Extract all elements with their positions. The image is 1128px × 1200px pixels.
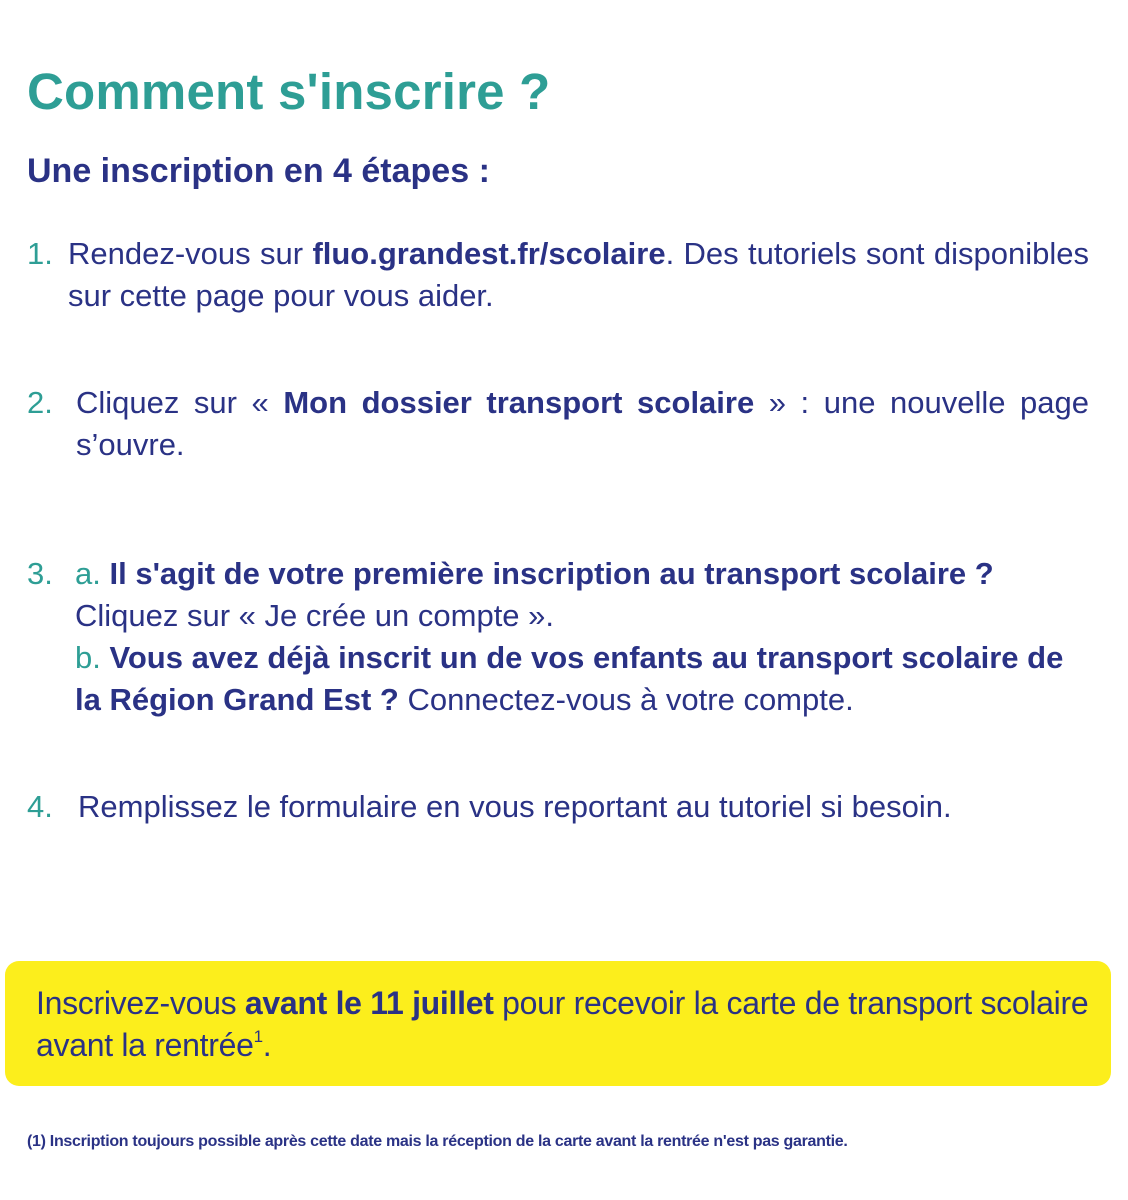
dossier-label: Mon dossier transport scolaire bbox=[283, 385, 755, 420]
step-text: Rendez-vous sur fluo.grandest.fr/scolaire. Des tutoriels sont disponibles sur cette page pour vous aider. bbox=[68, 236, 1089, 313]
page-title: Comment s'inscrire ? bbox=[27, 63, 551, 121]
step-4 bbox=[27, 786, 1089, 828]
footnote: (1) Inscription toujours possible après cette date mais la réception de la carte avant la rentrée n'est pas garantie. bbox=[27, 1133, 848, 1150]
step-number: 1. bbox=[27, 236, 53, 271]
deadline-date: avant le 11 juillet bbox=[244, 985, 494, 1021]
step-text: Remplissez le formulaire en vous reportant au tutoriel si besoin. bbox=[78, 789, 952, 824]
step-2 bbox=[27, 382, 1089, 466]
step-1 bbox=[27, 233, 1089, 317]
step-text bbox=[75, 553, 1089, 721]
deadline-callout bbox=[5, 961, 1111, 1086]
step-number: 4. bbox=[27, 789, 53, 824]
step-3a: a. Il s'agit de votre première inscription au transport scolaire ? bbox=[75, 556, 994, 591]
step-3a-instruction: Cliquez sur « Je crée un compte ». bbox=[75, 598, 555, 633]
deadline-text: Inscrivez-vous avant le 11 juillet pour recevoir la carte de transport scolaire avant la rentrée$^1$. bbox=[36, 985, 1089, 1063]
step-number: 3. bbox=[27, 556, 53, 591]
footnote-ref: 1 bbox=[253, 1027, 263, 1046]
step-text: Cliquez sur « Mon dossier transport scolaire » : une nouvelle page s’ouvre. bbox=[76, 385, 1089, 462]
step-number: 2. bbox=[27, 385, 53, 420]
step-3 bbox=[27, 553, 1089, 721]
site-link[interactable]: fluo.grandest.fr/scolaire bbox=[312, 236, 666, 271]
step-3b: b. Vous avez déjà inscrit un de vos enfants au transport scolaire de la Région Grand Est ? Connectez-vous à votre compte. bbox=[75, 640, 1064, 717]
page-subtitle: Une inscription en 4 étapes : bbox=[27, 152, 490, 191]
